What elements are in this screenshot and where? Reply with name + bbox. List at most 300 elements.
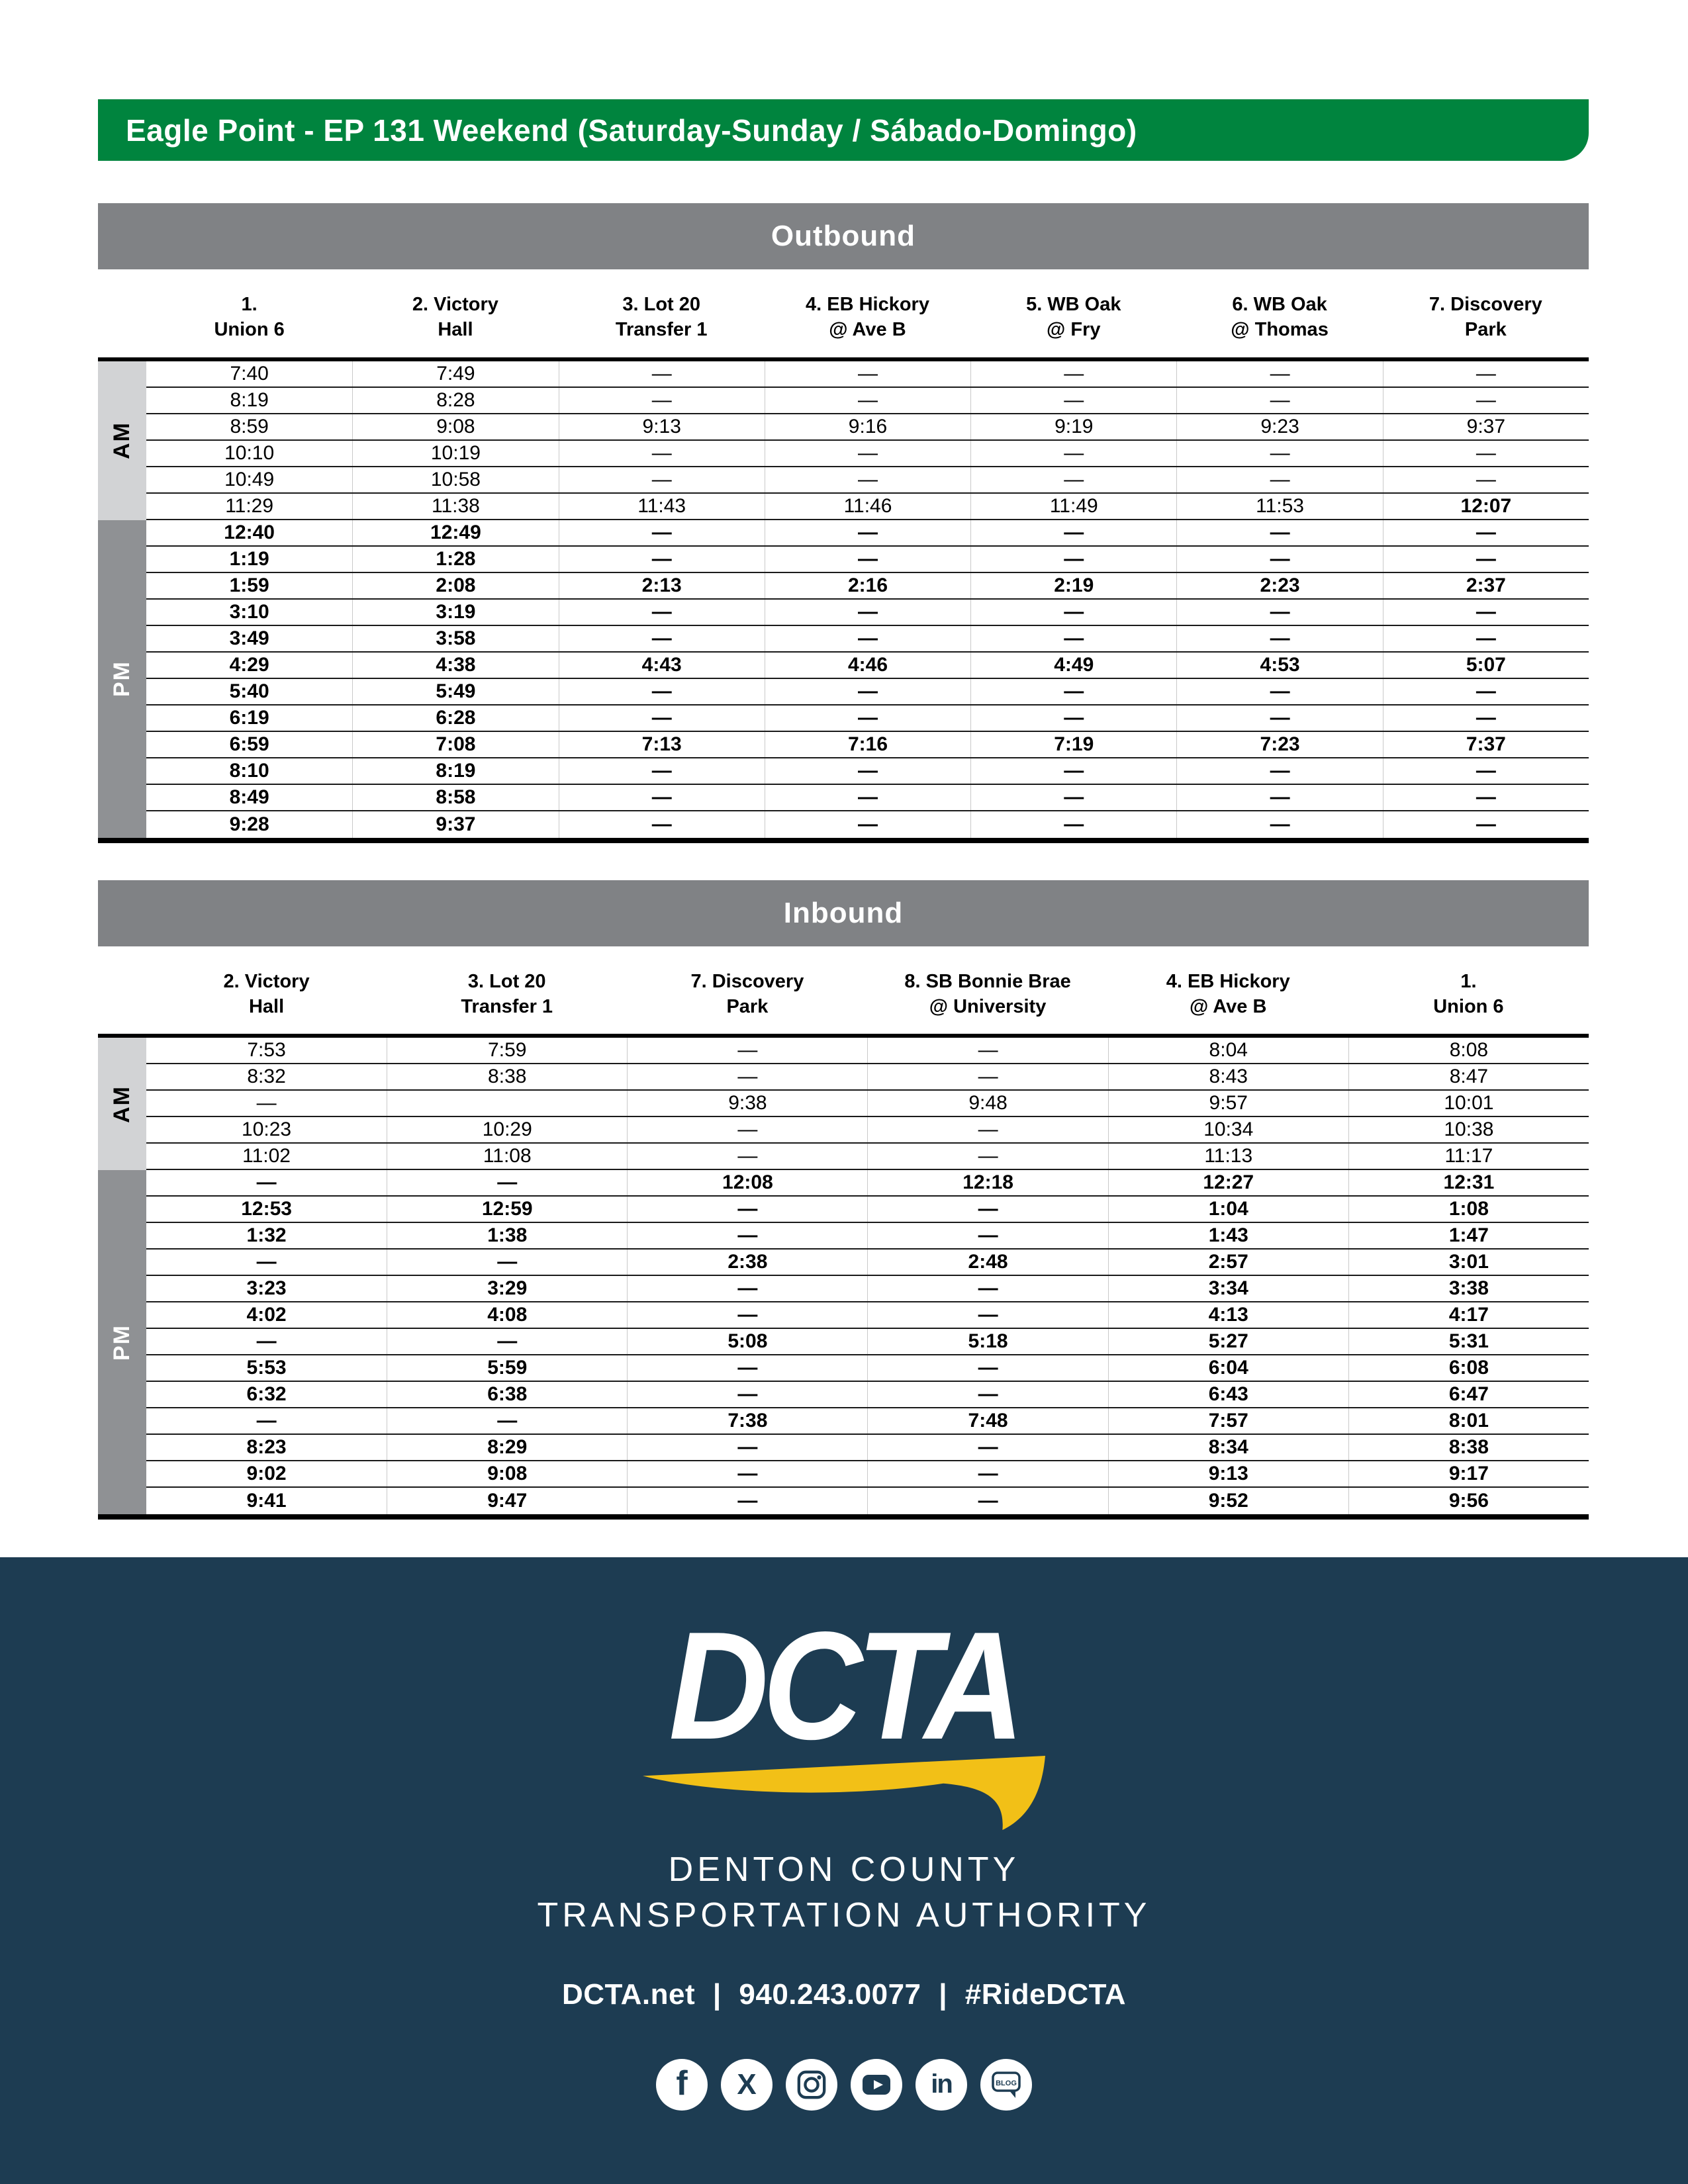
no-service-dash: — <box>1176 785 1382 810</box>
no-service-dash: — <box>867 1064 1107 1089</box>
outbound-header-bar <box>98 203 1589 269</box>
time-cell: 8:38 <box>1348 1435 1589 1460</box>
time-cell: 12:07 <box>1383 494 1589 519</box>
no-service-dash: — <box>1383 520 1589 545</box>
time-cell: 7:59 <box>387 1038 627 1063</box>
column-header: 6. WB Oak @ Thomas <box>1231 294 1329 341</box>
no-service-dash: — <box>559 361 765 387</box>
x-twitter-icon[interactable] <box>721 2059 773 2111</box>
time-cell: 8:47 <box>1348 1064 1589 1089</box>
no-service-dash: — <box>1176 758 1382 784</box>
timetable-row <box>146 1355 1589 1382</box>
timetable-row <box>146 1091 1589 1117</box>
no-service-dash: — <box>387 1329 627 1354</box>
time-cell: 5:40 <box>229 680 269 702</box>
time-cell: 12:31 <box>1348 1170 1589 1195</box>
no-service-dash: — <box>1176 547 1382 572</box>
no-service-dash: — <box>867 1461 1107 1486</box>
time-cell: 9:28 <box>229 813 269 835</box>
time-cell: 6:43 <box>1108 1382 1348 1407</box>
no-service-dash: — <box>970 600 1176 625</box>
youtube-icon[interactable] <box>851 2059 902 2111</box>
no-service-dash: — <box>765 520 970 545</box>
time-cell: 1:32 <box>246 1224 287 1247</box>
timetable-row <box>146 573 1589 600</box>
linkedin-glyph: in <box>931 2070 952 2099</box>
no-service-dash: — <box>559 600 765 625</box>
time-cell: 11:53 <box>1176 494 1382 519</box>
time-cell: 4:43 <box>559 653 765 678</box>
dcta-logo-text: DCTA <box>669 1600 1019 1772</box>
time-cell: 2:23 <box>1176 573 1382 598</box>
column-header: 1. Union 6 <box>214 294 285 341</box>
no-service-dash: — <box>559 547 765 572</box>
time-cell: 10:58 <box>352 467 558 492</box>
no-service-dash: — <box>1383 626 1589 651</box>
no-service-dash: — <box>970 626 1176 651</box>
footer <box>0 1557 1688 2184</box>
timetable-row <box>146 1144 1589 1170</box>
no-service-dash: — <box>1176 361 1382 387</box>
no-service-dash: — <box>1176 679 1382 704</box>
no-service-dash: — <box>765 600 970 625</box>
time-cell: 1:47 <box>1348 1223 1589 1248</box>
no-service-dash: — <box>867 1435 1107 1460</box>
time-cell: 9:02 <box>246 1463 287 1485</box>
time-cell: 7:48 <box>867 1408 1107 1433</box>
time-cell: 9:08 <box>352 414 558 439</box>
outbound-timetable <box>98 357 1589 843</box>
time-cell: 12:08 <box>627 1170 867 1195</box>
time-cell: 3:01 <box>1348 1250 1589 1275</box>
time-cell: 7:16 <box>765 732 970 757</box>
no-service-dash: — <box>867 1276 1107 1301</box>
time-cell: 7:23 <box>1176 732 1382 757</box>
timetable-row <box>146 758 1589 785</box>
no-service-dash: — <box>256 1251 277 1273</box>
no-service-dash: — <box>970 758 1176 784</box>
blog-icon[interactable] <box>980 2059 1032 2111</box>
time-cell: 9:13 <box>559 414 765 439</box>
time-cell: 1:43 <box>1108 1223 1348 1248</box>
no-service-dash: — <box>1383 441 1589 466</box>
time-cell: 9:37 <box>352 811 558 838</box>
no-service-dash: — <box>867 1355 1107 1381</box>
time-cell: 7:37 <box>1383 732 1589 757</box>
timetable-row <box>146 811 1589 838</box>
time-cell: 9:47 <box>387 1488 627 1514</box>
outbound-rows <box>146 361 1589 838</box>
no-service-dash: — <box>1383 785 1589 810</box>
time-cell: 12:53 <box>241 1198 292 1220</box>
time-cell: 2:19 <box>970 573 1176 598</box>
time-cell: 5:31 <box>1348 1329 1589 1354</box>
timetable-row <box>146 653 1589 679</box>
time-cell: 10:49 <box>224 468 275 490</box>
time-cell: 11:02 <box>242 1145 291 1167</box>
time-cell: 2:37 <box>1383 573 1589 598</box>
time-cell: 12:49 <box>352 520 558 545</box>
no-service-dash: — <box>627 1435 867 1460</box>
time-cell: 4:29 <box>229 653 269 676</box>
instagram-glyph <box>796 2070 827 2100</box>
outbound-column-headers <box>146 269 1589 357</box>
time-cell: 8:29 <box>387 1435 627 1460</box>
no-service-dash: — <box>1383 758 1589 784</box>
inbound-header-bar <box>98 880 1589 946</box>
time-cell: 11:46 <box>765 494 970 519</box>
time-cell: 7:49 <box>352 361 558 387</box>
time-cell: 9:19 <box>970 414 1176 439</box>
column-header: 4. EB Hickory @ Ave B <box>1166 970 1290 1017</box>
no-service-dash: — <box>627 1276 867 1301</box>
column-header: 2. Victory Hall <box>223 970 310 1017</box>
timetable-row <box>146 1197 1589 1223</box>
no-service-dash: — <box>1176 811 1382 838</box>
time-cell: 2:57 <box>1108 1250 1348 1275</box>
time-cell: 3:34 <box>1108 1276 1348 1301</box>
time-cell: 9:08 <box>387 1461 627 1486</box>
no-service-dash: — <box>627 1144 867 1169</box>
no-service-dash: — <box>1176 520 1382 545</box>
x-glyph: X <box>737 2068 757 2101</box>
no-service-dash: — <box>1383 600 1589 625</box>
time-cell: 3:29 <box>387 1276 627 1301</box>
timetable-row <box>146 1117 1589 1144</box>
time-cell: 6:28 <box>352 705 558 731</box>
am-band <box>98 361 146 520</box>
no-service-dash: — <box>1383 811 1589 838</box>
pm-band-label: PM <box>109 1324 134 1361</box>
column-header: 5. WB Oak @ Fry <box>1026 294 1121 341</box>
time-cell: 2:13 <box>559 573 765 598</box>
no-service-dash: — <box>1383 679 1589 704</box>
inbound-timetable <box>98 1034 1589 1520</box>
timetable-row <box>146 1329 1589 1355</box>
time-cell: 9:17 <box>1348 1461 1589 1486</box>
timetable-row <box>146 467 1589 494</box>
time-cell: 4:17 <box>1348 1302 1589 1328</box>
time-cell: 4:13 <box>1108 1302 1348 1328</box>
timetable-row <box>146 785 1589 811</box>
time-cell: 5:59 <box>387 1355 627 1381</box>
time-cell: 2:16 <box>765 573 970 598</box>
no-service-dash: — <box>627 1461 867 1486</box>
time-cell: 9:13 <box>1108 1461 1348 1486</box>
no-service-dash: — <box>627 1302 867 1328</box>
timetable-row <box>146 441 1589 467</box>
time-cell: 9:57 <box>1108 1091 1348 1116</box>
no-service-dash: — <box>1383 361 1589 387</box>
time-cell: 12:59 <box>387 1197 627 1222</box>
inbound-column-headers <box>146 946 1589 1034</box>
time-cell: 7:40 <box>230 362 269 385</box>
time-cell: 12:27 <box>1108 1170 1348 1195</box>
time-cell: 4:38 <box>352 653 558 678</box>
no-service-dash: — <box>627 1355 867 1381</box>
linkedin-icon[interactable] <box>915 2059 967 2111</box>
time-cell: 11:08 <box>387 1144 627 1169</box>
timetable-row <box>146 705 1589 732</box>
time-cell: 9:37 <box>1383 414 1589 439</box>
time-cell: 8:49 <box>229 786 269 808</box>
time-cell: 6:47 <box>1348 1382 1589 1407</box>
no-service-dash: — <box>1176 441 1382 466</box>
timetable-row <box>146 388 1589 414</box>
time-cell: 6:32 <box>246 1383 287 1406</box>
time-cell: 10:29 <box>387 1117 627 1142</box>
no-service-dash: — <box>970 785 1176 810</box>
column-header: 7. Discovery Park <box>1429 294 1542 341</box>
time-cell: 5:49 <box>352 679 558 704</box>
timetable-row <box>146 1461 1589 1488</box>
no-service-dash: — <box>765 758 970 784</box>
time-cell: 8:32 <box>247 1066 286 1088</box>
time-cell: 3:23 <box>246 1277 287 1300</box>
no-service-dash: — <box>765 679 970 704</box>
time-cell: 1:04 <box>1108 1197 1348 1222</box>
time-cell: 8:10 <box>229 759 269 782</box>
no-service-dash: — <box>867 1223 1107 1248</box>
time-cell: 4:46 <box>765 653 970 678</box>
time-cell: 3:58 <box>352 626 558 651</box>
no-service-dash: — <box>765 361 970 387</box>
no-service-dash: — <box>970 679 1176 704</box>
time-cell: 5:08 <box>627 1329 867 1354</box>
time-cell: 4:02 <box>246 1304 287 1326</box>
timetable-row <box>146 1435 1589 1461</box>
no-service-dash: — <box>765 388 970 413</box>
inbound-section <box>98 880 1589 1520</box>
no-service-dash: — <box>559 785 765 810</box>
dcta-logo <box>537 1600 1151 1938</box>
no-service-dash: — <box>867 1117 1107 1142</box>
time-cell: 11:43 <box>559 494 765 519</box>
timetable-row <box>146 679 1589 705</box>
timetable-row <box>146 1223 1589 1250</box>
time-cell: 10:38 <box>1348 1117 1589 1142</box>
no-service-dash: — <box>970 388 1176 413</box>
no-service-dash: — <box>1383 467 1589 492</box>
time-cell: 12:18 <box>867 1170 1107 1195</box>
timetable-row <box>146 1038 1589 1064</box>
time-cell: 11:38 <box>352 494 558 519</box>
org-name <box>538 1847 1151 1938</box>
empty-cell <box>387 1091 627 1116</box>
no-service-dash: — <box>627 1038 867 1063</box>
timetable-row <box>146 1250 1589 1276</box>
no-service-dash: — <box>1176 705 1382 731</box>
no-service-dash: — <box>1176 626 1382 651</box>
time-cell: 8:19 <box>352 758 558 784</box>
org-line2: TRANSPORTATION AUTHORITY <box>537 1895 1151 1934</box>
no-service-dash: — <box>627 1223 867 1248</box>
time-cell: 11:29 <box>225 494 274 517</box>
time-cell: 1:59 <box>229 574 269 596</box>
no-service-dash: — <box>1176 388 1382 413</box>
timetable-row <box>146 600 1589 626</box>
time-cell: 11:49 <box>970 494 1176 519</box>
pm-band <box>98 520 146 838</box>
no-service-dash: — <box>559 626 765 651</box>
pm-band-label: PM <box>109 660 134 698</box>
time-cell: 6:08 <box>1348 1355 1589 1381</box>
no-service-dash: — <box>256 1092 277 1115</box>
time-cell: 6:04 <box>1108 1355 1348 1381</box>
no-service-dash: — <box>559 520 765 545</box>
org-line1: DENTON COUNTY <box>668 1850 1020 1889</box>
time-cell: 5:18 <box>867 1329 1107 1354</box>
no-service-dash: — <box>867 1144 1107 1169</box>
no-service-dash: — <box>970 547 1176 572</box>
time-cell: 5:27 <box>1108 1329 1348 1354</box>
no-service-dash: — <box>559 705 765 731</box>
no-service-dash: — <box>970 811 1176 838</box>
timetable-row <box>146 361 1589 388</box>
timetable-row <box>146 1170 1589 1197</box>
time-cell: 3:38 <box>1348 1276 1589 1301</box>
time-cell: 8:08 <box>1348 1038 1589 1063</box>
no-service-dash: — <box>559 679 765 704</box>
no-service-dash: — <box>765 811 970 838</box>
timetable-row <box>146 1408 1589 1435</box>
no-service-dash: — <box>1383 388 1589 413</box>
timetable-row <box>146 1488 1589 1514</box>
no-service-dash: — <box>970 361 1176 387</box>
timetable-row <box>146 520 1589 547</box>
time-cell: 6:38 <box>387 1382 627 1407</box>
time-cell: 10:10 <box>224 441 275 464</box>
contact-line: DCTA.net | 940.243.0077 | #RideDCTA <box>561 1978 1127 2011</box>
column-header: 8. SB Bonnie Brae @ University <box>904 970 1071 1017</box>
no-service-dash: — <box>1383 547 1589 572</box>
time-cell: 8:28 <box>352 388 558 413</box>
youtube-glyph <box>861 2069 892 2101</box>
page-title: Eagle Point - EP 131 Weekend (Saturday-Sunday / Sábado-Domingo) <box>126 113 1137 148</box>
no-service-dash: — <box>559 758 765 784</box>
time-cell: 8:01 <box>1348 1408 1589 1433</box>
timetable-row <box>146 1276 1589 1302</box>
no-service-dash: — <box>867 1197 1107 1222</box>
no-service-dash: — <box>387 1250 627 1275</box>
time-cell: 9:23 <box>1176 414 1382 439</box>
timetable-row <box>146 1382 1589 1408</box>
time-cell: 10:01 <box>1348 1091 1589 1116</box>
time-cell: 12:40 <box>224 521 275 543</box>
time-cell: 4:53 <box>1176 653 1382 678</box>
am-band <box>98 1038 146 1170</box>
inbound-ampm-band <box>98 1038 146 1514</box>
no-service-dash: — <box>970 467 1176 492</box>
column-header: 1. Union 6 <box>1433 970 1504 1017</box>
no-service-dash: — <box>559 811 765 838</box>
time-cell: 5:07 <box>1383 653 1589 678</box>
column-header: 3. Lot 20 Transfer 1 <box>615 294 708 341</box>
time-cell: 8:38 <box>387 1064 627 1089</box>
time-cell: 4:08 <box>387 1302 627 1328</box>
no-service-dash: — <box>765 467 970 492</box>
no-service-dash: — <box>867 1038 1107 1063</box>
time-cell: 1:28 <box>352 547 558 572</box>
no-service-dash: — <box>765 626 970 651</box>
time-cell: 9:56 <box>1348 1488 1589 1514</box>
time-cell: 3:49 <box>229 627 269 649</box>
no-service-dash: — <box>256 1330 277 1353</box>
inbound-rows <box>146 1038 1589 1514</box>
no-service-dash: — <box>256 1410 277 1432</box>
time-cell: 5:53 <box>246 1357 287 1379</box>
time-cell: 8:34 <box>1108 1435 1348 1460</box>
time-cell: 9:38 <box>627 1091 867 1116</box>
time-cell: 7:57 <box>1108 1408 1348 1433</box>
pm-band <box>98 1170 146 1514</box>
no-service-dash: — <box>765 705 970 731</box>
no-service-dash: — <box>627 1064 867 1089</box>
column-header: 2. Victory Hall <box>412 294 498 341</box>
time-cell: 3:10 <box>229 600 269 623</box>
no-service-dash: — <box>1176 600 1382 625</box>
timetable-row <box>146 414 1589 441</box>
no-service-dash: — <box>970 441 1176 466</box>
no-service-dash: — <box>559 441 765 466</box>
time-cell: 6:19 <box>229 706 269 729</box>
am-band-label: AM <box>109 1085 134 1123</box>
timetable-row <box>146 1302 1589 1329</box>
time-cell: 10:23 <box>242 1118 292 1141</box>
time-cell: 4:49 <box>970 653 1176 678</box>
time-cell: 3:19 <box>352 600 558 625</box>
no-service-dash: — <box>765 547 970 572</box>
svg-text:BLOG: BLOG <box>996 2079 1017 2087</box>
time-cell: 9:48 <box>867 1091 1107 1116</box>
no-service-dash: — <box>559 388 765 413</box>
time-cell: 9:41 <box>246 1490 287 1512</box>
time-cell: 2:08 <box>352 573 558 598</box>
no-service-dash: — <box>970 520 1176 545</box>
time-cell: 6:59 <box>229 733 269 755</box>
time-cell: 7:53 <box>247 1039 286 1062</box>
time-cell: 2:38 <box>627 1250 867 1275</box>
no-service-dash: — <box>627 1382 867 1407</box>
timetable-row <box>146 1064 1589 1091</box>
timetable-row <box>146 547 1589 573</box>
time-cell: 7:38 <box>627 1408 867 1433</box>
time-cell: 8:19 <box>230 388 269 411</box>
facebook-icon[interactable] <box>656 2059 708 2111</box>
instagram-icon[interactable] <box>786 2059 837 2111</box>
route-title-bar <box>98 99 1589 161</box>
no-service-dash: — <box>559 467 765 492</box>
time-cell: 8:04 <box>1108 1038 1348 1063</box>
no-service-dash: — <box>867 1488 1107 1514</box>
outbound-ampm-band <box>98 361 146 838</box>
no-service-dash: — <box>867 1382 1107 1407</box>
social-icons <box>656 2059 1032 2111</box>
time-cell: 1:19 <box>229 547 269 570</box>
no-service-dash: — <box>256 1171 277 1194</box>
no-service-dash: — <box>627 1117 867 1142</box>
column-header: 4. EB Hickory @ Ave B <box>806 294 929 341</box>
time-cell: 10:19 <box>352 441 558 466</box>
no-service-dash: — <box>867 1302 1107 1328</box>
time-cell: 8:43 <box>1108 1064 1348 1089</box>
inbound-header-label: Inbound <box>783 896 904 929</box>
time-cell: 8:23 <box>246 1436 287 1459</box>
timetable-row <box>146 732 1589 758</box>
time-cell: 9:16 <box>765 414 970 439</box>
time-cell: 7:19 <box>970 732 1176 757</box>
time-cell: 11:17 <box>1348 1144 1589 1169</box>
